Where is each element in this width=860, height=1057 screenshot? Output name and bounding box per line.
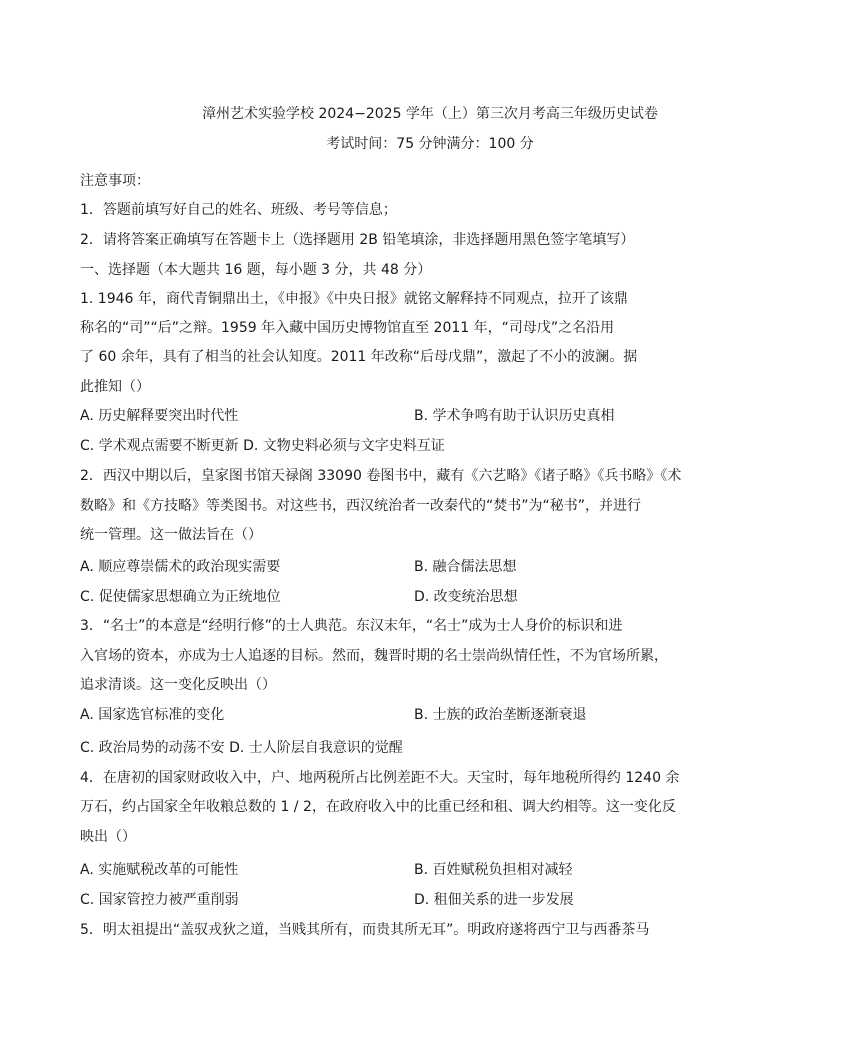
question-2-line-2: 数略》和《方技略》等类图书。对这些书，西汉统治者一改秦代的“焚书”为“秘书”，并进行: [80, 498, 642, 514]
question-1-line-2: 称名的“司”“后”之辩。1959 年入藏中国历史博物馆直至 2011 年，“司母戊”之名沿用: [80, 320, 615, 336]
question-1-option-b: B. 学术争鸣有助于认识历史真相: [414, 408, 615, 424]
question-1-line-4: 此推知（）: [80, 379, 150, 395]
question-4-line-3: 映出（）: [80, 829, 136, 845]
question-3-line-2: 入官场的资本，亦成为士人追逐的目标。然而，魏晋时期的名士崇尚纵情任性，不为官场所累，: [80, 648, 668, 664]
section-heading: 一、选择题（本大题共 16 题，每小题 3 分，共 48 分）: [80, 262, 432, 278]
question-4-line-2: 万石，约占国家全年收粮总数的 1 / 2，在政府收入中的比重已经和租、调大约相等。这一变化反: [80, 799, 676, 815]
question-1-line-3: 了 60 余年，具有了相当的社会认知度。2011 年改称“后母戊鼎”，激起了不小的波澜。据: [80, 349, 638, 365]
question-1-line-1: 1. 1946 年，商代青铜鼎出土，《申报》《中央日报》就铭文解释持不同观点，拉开了该鼎: [80, 291, 628, 307]
question-4-option-a: A. 实施赋税改革的可能性: [80, 862, 239, 878]
question-3-line-3: 追求清谈。这一变化反映出（）: [80, 677, 276, 693]
question-3-line-1: 3．“名士”的本意是“经明行修”的士人典范。东汉末年，“名士”成为士人身价的标识和进: [80, 618, 623, 634]
question-1-option-cd: C. 学术观点需要不断更新 D. 文物史料必须与文字史料互证: [80, 438, 445, 454]
question-5-line-1: 5．明太祖提出“盖驭戎狄之道，当贱其所有，而贵其所无耳”。明政府遂将西宁卫与西番茶马: [80, 922, 650, 938]
question-2-line-1: 2．西汉中期以后，皇家图书馆天禄阁 33090 卷图书中，藏有《六艺略》《诸子略》《兵书略》《术: [80, 468, 682, 484]
question-2-option-c: C. 促使儒家思想确立为正统地位: [80, 589, 281, 605]
question-3-option-b: B. 士族的政治垄断逐渐衰退: [414, 707, 587, 723]
notice-item-2: 2．请将答案正确填写在答题卡上（选择题用 2B 铅笔填涂，非选择题用黑色签字笔填写）: [80, 232, 635, 248]
question-4-option-c: C. 国家管控力被严重削弱: [80, 892, 239, 908]
question-2-option-b: B. 融合儒法思想: [414, 559, 517, 575]
question-1-option-a: A. 历史解释要突出时代性: [80, 408, 239, 424]
question-4-line-1: 4．在唐初的国家财政收入中，户、地两税所占比例差距不大。天宝时，每年地税所得约 1240 余: [80, 770, 680, 786]
notice-heading: 注意事项：: [80, 173, 150, 189]
question-4-option-d: D. 租佃关系的进一步发展: [414, 892, 574, 908]
question-3-option-a: A. 国家选官标准的变化: [80, 707, 225, 723]
notice-item-1: 1．答题前填写好自己的姓名、班级、考号等信息；: [80, 202, 397, 218]
exam-subtitle: 考试时间：75 分钟满分：100 分: [326, 136, 534, 152]
question-2-line-3: 统一管理。这一做法旨在（）: [80, 527, 262, 543]
exam-title: 漳州艺术实验学校 2024−2025 学年（上）第三次月考高三年级历史试卷: [202, 106, 658, 122]
question-3-option-cd: C. 政治局势的动荡不安 D. 士人阶层自我意识的觉醒: [80, 740, 403, 756]
question-4-option-b: B. 百姓赋税负担相对减轻: [414, 862, 573, 878]
question-2-option-a: A. 顺应尊崇儒术的政治现实需要: [80, 559, 281, 575]
question-2-option-d: D. 改变统治思想: [414, 589, 518, 605]
